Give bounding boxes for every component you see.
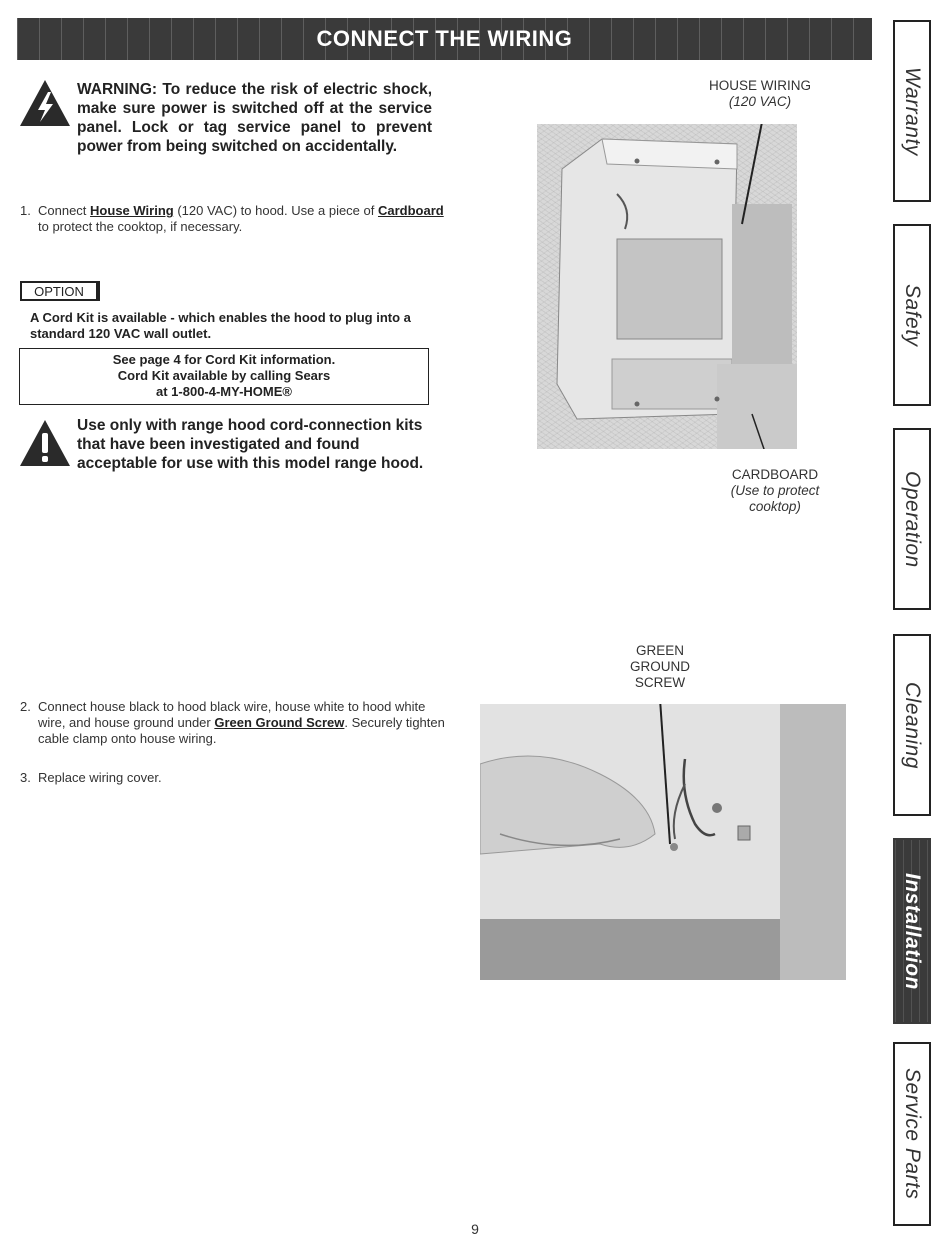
option-label: OPTION <box>20 281 100 301</box>
caution-text: Use only with range hood cord-connection kits that have been investigated and found acceptable for use with this model range hood. <box>77 417 424 472</box>
step-3-text: Replace wiring cover. <box>38 770 162 785</box>
cardboard-label-line-3: cooktop) <box>749 499 801 514</box>
option-text: A Cord Kit is available - which enables the hood to plug into a standard 120 VAC wall outlet. <box>30 310 411 341</box>
tab-operation-label: Operation <box>901 470 924 568</box>
ground-screw-illustration <box>480 704 846 980</box>
electric-warning-icon <box>18 78 72 128</box>
step-1-text-a: Connect <box>38 203 91 218</box>
tab-installation-label: Installation <box>901 872 924 990</box>
page-number: 9 <box>471 1221 479 1237</box>
step-2-text-a: Connect house black to hood black wire, house white to hood white wire, and house ground under <box>38 699 426 730</box>
page-title-banner <box>17 18 872 60</box>
warning-text: WARNING: To reduce the risk of electric shock, make sure power is switched off at the service panel. Lock or tag service panel to prevent power from being switched on accidentally. <box>77 81 432 155</box>
info-line-3: at 1-800-4-MY-HOME® <box>156 384 292 399</box>
step-2-number: 2. <box>20 699 31 714</box>
tab-warranty-label: Warranty <box>901 66 924 156</box>
tab-cleaning[interactable] <box>893 634 931 816</box>
tab-safety-label: Safety <box>901 283 924 347</box>
green-ground-screw-label-line-1: GREEN <box>635 643 684 658</box>
step-2 <box>20 699 445 749</box>
caution-icon <box>18 418 72 468</box>
green-ground-screw-label <box>600 643 720 691</box>
tab-service-parts[interactable] <box>893 1042 931 1226</box>
cardboard-term: Cardboard <box>377 203 444 218</box>
tab-service-parts-label: Service Parts <box>901 1068 924 1200</box>
range-hood-illustration <box>537 124 797 449</box>
info-line-1: See page 4 for Cord Kit information. <box>112 352 336 367</box>
info-line-2: Cord Kit available by calling Sears <box>117 368 331 383</box>
house-wiring-label <box>690 78 830 110</box>
cardboard-label <box>700 467 850 515</box>
step-3-number: 3. <box>20 770 31 785</box>
tab-operation[interactable] <box>893 428 931 610</box>
house-wiring-label-line-1: HOUSE WIRING <box>708 78 811 93</box>
step-1-text-c: to protect the cooktop, if necessary. <box>38 219 243 234</box>
tab-cleaning-label: Cleaning <box>901 681 924 769</box>
tab-safety[interactable] <box>893 224 931 406</box>
green-ground-screw-term: Green Ground Screw <box>214 715 345 730</box>
cardboard-label-line-1: CARDBOARD <box>731 467 819 482</box>
step-1 <box>20 203 444 243</box>
house-wiring-label-line-2: (120 VAC) <box>728 94 792 109</box>
tab-installation[interactable] <box>893 838 931 1024</box>
green-ground-screw-label-line-2: GROUND <box>630 659 690 674</box>
cord-kit-info-box <box>19 348 429 405</box>
range-hood-wiring-photo <box>537 124 797 449</box>
tab-warranty[interactable] <box>893 20 931 202</box>
step-1-text-b: (120 VAC) to hood. Use a piece of <box>173 203 378 218</box>
cardboard-label-line-2: (Use to protect <box>730 483 820 498</box>
ground-screw-photo <box>480 704 846 980</box>
step-2-text-b: . Securely tighten cable clamp onto house wiring. <box>38 715 445 746</box>
green-ground-screw-label-line-3: SCREW <box>634 675 686 690</box>
step-3 <box>20 770 440 788</box>
step-1-number: 1. <box>20 203 31 218</box>
page-title: CONNECT THE WIRING <box>316 26 573 51</box>
house-wiring-term: House Wiring <box>90 203 174 218</box>
